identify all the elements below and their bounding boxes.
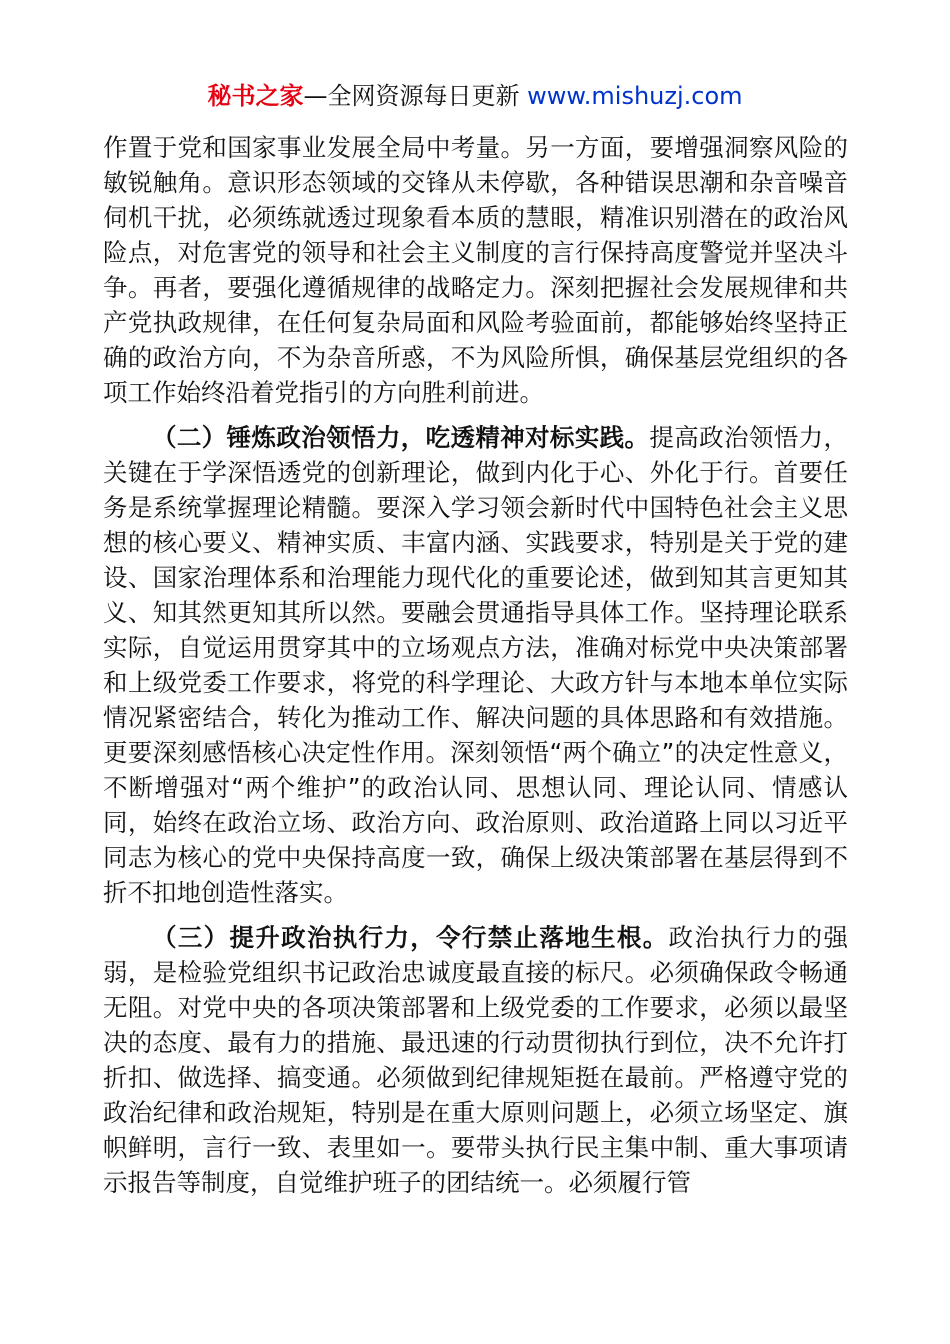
paragraph-section-two	[103, 420, 848, 910]
site-header	[0, 80, 950, 112]
section-heading: （二）锤炼政治领悟力，吃透精神对标实践。	[152, 423, 650, 452]
paragraph-text: 政治执行力的强弱，是检验党组织书记政治忠诚度最直接的标尺。必须确保政令畅通无阻。对党中央的各项决策部署和上级党委的工作要求，必须以最坚决的态度、最有力的措施、最迅速的行动贯彻执行到位，决不允许打折扣、做选择、搞变通。必须做到纪律规矩挺在最前。严格遵守党的政治纪律和政治规矩，特别是在重大原则问题上，必须立场坚定、旗帜鲜明，言行一致、表里如一。要带头执行民主集中制、重大事项请示报告等制度，自觉维护班子的团结统一。必须履行管	[103, 923, 849, 1197]
site-tagline: —全网资源每日更新	[303, 82, 528, 110]
section-heading: （三）提升政治执行力，令行禁止落地生根。	[152, 923, 669, 952]
paragraph-section-three	[103, 920, 848, 1200]
paragraph-text: 提高政治领悟力，关键在于学深悟透党的创新理论，做到内化于心、外化于行。首要任务是系统掌握理论精髓。要深入学习领会新时代中国特色社会主义思想的核心要义、精神实质、丰富内涵、实践要求，特别是关于党的建设、国家治理体系和治理能力现代化的重要论述，做到知其言更知其义、知其然更知其所以然。要融会贯通指导具体工作。坚持理论联系实际，自觉运用贯穿其中的立场观点方法，准确对标党中央决策部署和上级党委工作要求，将党的科学理论、大政方针与本地本单位实际情况紧密结合，转化为推动工作、解决问题的具体思路和有效措施。更要深刻感悟核心决定性作用。深刻领悟“两个确立”的决定性意义，不断增强对“两个维护”的政治认同、思想认同、理论认同、情感认同，始终在政治立场、政治方向、政治原则、政治道路上同以习近平同志为核心的党中央保持高度一致，确保上级决策部署在基层得到不折不扣地创造性落实。	[103, 423, 848, 907]
paragraph-continued	[103, 130, 848, 410]
document-body	[103, 130, 848, 1210]
site-url-link[interactable]: www.mishuzj.com	[527, 82, 743, 110]
paragraph-text: 作置于党和国家事业发展全局中考量。另一方面，要增强洞察风险的敏锐触角。意识形态领域的交锋从未停歇，各种错误思潮和杂音噪音伺机干扰，必须练就透过现象看本质的慧眼，精准识别潜在的政治风险点，对危害党的领导和社会主义制度的言行保持高度警觉并坚决斗争。再者，要强化遵循规律的战略定力。深刻把握社会发展规律和共产党执政规律，在任何复杂局面和风险考验面前，都能够始终坚持正确的政治方向，不为杂音所惑，不为风险所惧，确保基层党组织的各项工作始终沿着党指引的方向胜利前进。	[103, 133, 848, 407]
site-brand: 秘书之家	[207, 82, 304, 110]
